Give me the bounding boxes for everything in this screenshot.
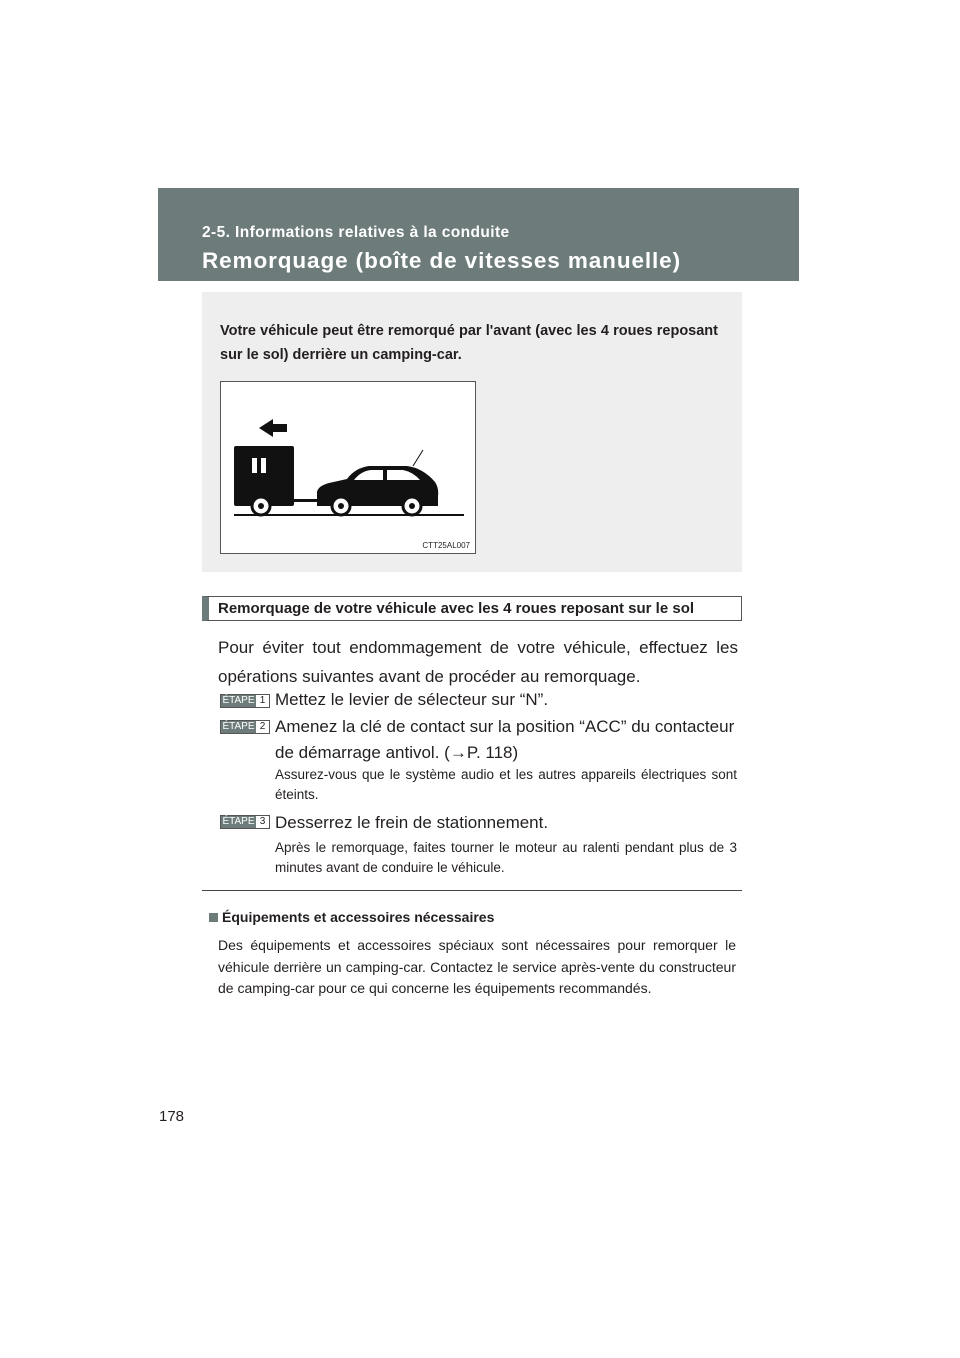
towing-illustration <box>220 381 476 554</box>
page-title: Remorquage (boîte de vitesses manuelle) <box>202 248 681 273</box>
step-badge-2 <box>220 720 270 734</box>
step-badge-3 <box>220 815 270 829</box>
step-label: ÉTAPE <box>222 695 255 706</box>
step-number: 1 <box>256 695 269 707</box>
step-number: 2 <box>256 721 269 733</box>
step-note-3: Après le remorquage, faites tourner le moteur au ralenti pendant plus de 3 minutes avant de conduire le véhicule. <box>275 840 737 875</box>
instruction-paragraph: Pour éviter tout endommagement de votre véhicule, effectuez les opérations suivantes avant de procéder au remorquage. <box>218 638 738 686</box>
divider <box>202 890 742 891</box>
intro-text: Votre véhicule peut être remorqué par l'avant (avec les 4 roues reposant sur le sol) derrière un camping-car. <box>220 323 718 363</box>
step-text-3: Desserrez le frein de stationnement. <box>275 813 549 832</box>
note-body: Des équipements et accessoires spéciaux sont nécessaires pour remorquer le véhicule derrière un camping-car. Contactez le service après-vente du constructeur de camping-car pour ce qui concerne les équipements recommandés. <box>218 937 736 996</box>
step-text-1: Mettez le levier de sélecteur sur “N”. <box>275 690 549 709</box>
subsection-heading <box>202 596 742 621</box>
page-number: 178 <box>159 1108 185 1125</box>
note-title-text: Équipements et accessoires nécessaires <box>222 909 495 925</box>
step-label: ÉTAPE <box>222 721 255 732</box>
step-badge-1 <box>220 694 270 708</box>
section-header <box>158 188 799 281</box>
section-number: 2-5. Informations relatives à la conduite <box>202 224 510 241</box>
note-title <box>209 909 494 925</box>
step-note-2: Assurez-vous que le système audio et les autres appareils électriques sont éteints. <box>275 767 737 802</box>
step-text-2: Amenez la clé de contact sur la position “ACC” du contacteur de démarrage antivol. (→P. 118) <box>275 717 735 762</box>
subsection-heading-text: Remorquage de votre véhicule avec les 4 roues reposant sur le sol <box>218 600 695 617</box>
step-number: 3 <box>256 816 269 828</box>
camper-towing-car-icon <box>221 382 475 553</box>
square-bullet-icon <box>209 913 218 922</box>
figure-code: CTT25AL007 <box>422 541 470 550</box>
intro-box <box>202 292 742 572</box>
step-label: ÉTAPE <box>222 816 255 827</box>
